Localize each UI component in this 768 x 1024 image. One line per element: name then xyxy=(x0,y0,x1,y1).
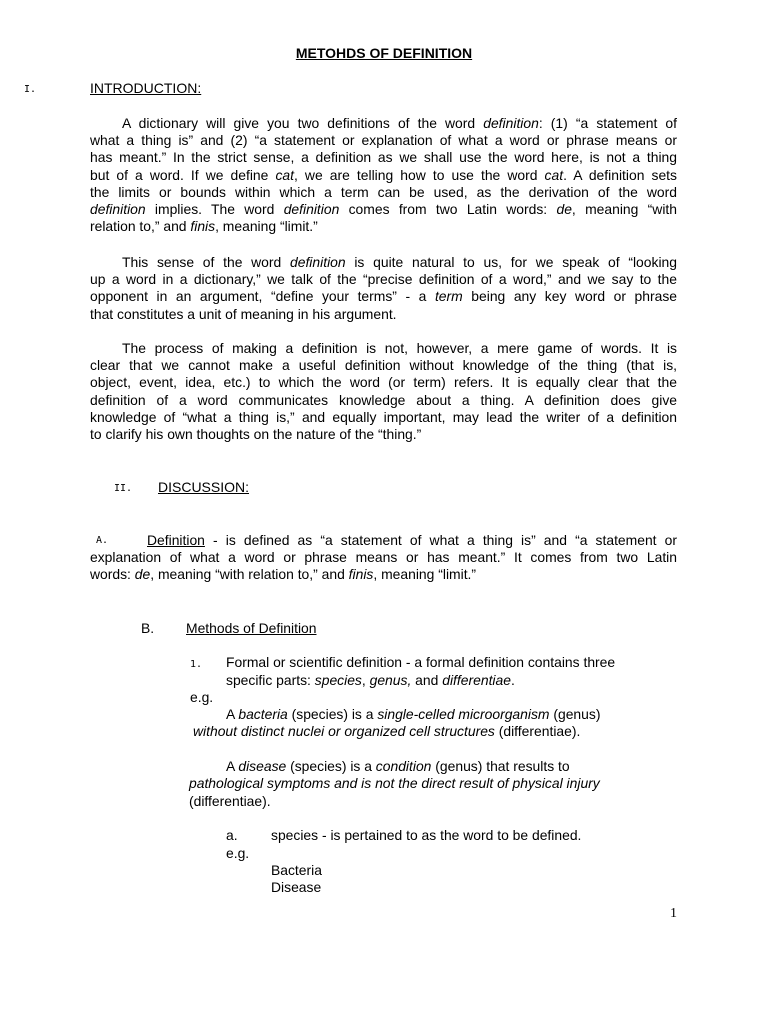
intro-paragraph-3-line: object, event, idea, etc.) to which the word (or term) refers. It is equally clear that the xyxy=(90,374,677,391)
intro-paragraph-1-line: the limits or bounds within which a term can be used, as the derivation of the word xyxy=(90,183,677,200)
intro-paragraph-3-line: knowledge of “what a thing is,” and equally important, may lead the writer of a definition xyxy=(90,408,677,425)
intro-paragraph-1-line: A dictionary will give you two definitions of the word definition: (1) “a statement of xyxy=(122,115,677,131)
example-disease-line-3: (differentiae). xyxy=(189,793,271,809)
intro-paragraph-1-line: definition implies. The word definition comes from two Latin words: de, meaning “with xyxy=(90,201,677,218)
item-1-marker: 1. xyxy=(190,659,203,670)
intro-paragraph-3-line: definition of a word communicates knowledge about a thing. A definition does give xyxy=(90,391,677,408)
page-title: METOHDS OF DEFINITION xyxy=(295,45,473,61)
formal-definition-line-2: specific parts: species, genus, and differentiae. xyxy=(226,672,515,688)
definition-line-1: Definition - is defined as “a statement of what a thing is” and “a statement or xyxy=(147,532,677,548)
example-disease-line-2: pathological symptoms and is not the direct result of physical injury xyxy=(189,775,600,791)
methods-heading: Methods of Definition xyxy=(186,620,317,636)
intro-paragraph-2 xyxy=(90,254,677,323)
intro-paragraph-3-line: to clarify his own thoughts on the nature of the “thing.” xyxy=(90,426,422,443)
formal-definition-line-1: Formal or scientific definition - a formal definition contains three xyxy=(226,654,616,670)
sub-a-marker: a. xyxy=(226,827,238,843)
intro-paragraph-2-line: that constitutes a unit of meaning in his argument. xyxy=(90,305,397,322)
species-definition: species - is pertained to as the word to be defined. xyxy=(271,827,582,843)
intro-paragraph-1-line: what a thing is” and (2) “a statement or explanation of what a word or phrase means or xyxy=(90,132,677,149)
definition-line-2: explanation of what a word or phrase means or has meant.” It comes from two Latin xyxy=(90,549,677,566)
item-a-marker: A. xyxy=(96,535,109,546)
item-b-marker: B. xyxy=(141,620,155,636)
example-word-bacteria: Bacteria xyxy=(271,862,322,878)
intro-paragraph-1-line: has meant.” In the strict sense, a definition as we shall use the word here, is not a thing xyxy=(90,149,677,166)
example-disease-line-1: A disease (species) is a condition (genus) that results to xyxy=(226,758,570,774)
intro-paragraph-2-line: This sense of the word definition is quite natural to us, for we speak of “looking xyxy=(122,254,677,270)
section-numeral-1: I. xyxy=(24,84,37,95)
intro-paragraph-1 xyxy=(90,115,677,235)
page-number: 1 xyxy=(670,906,677,921)
definition-paragraph xyxy=(90,532,677,584)
section-heading-introduction: INTRODUCTION: xyxy=(90,80,202,96)
eg-label-2: e.g. xyxy=(226,845,250,861)
intro-paragraph-3-line: The process of making a definition is not, however, a mere game of words. It is xyxy=(122,340,677,356)
section-heading-discussion: DISCUSSION: xyxy=(158,479,250,495)
example-bacteria-line-1: A bacteria (species) is a single-celled microorganism (genus) xyxy=(226,706,601,722)
section-numeral-2: II. xyxy=(114,483,133,494)
intro-paragraph-2-line: up a word in a dictionary,” we talk of the “precise definition of a word,” and we say to the xyxy=(90,271,677,288)
definition-term: Definition xyxy=(147,532,205,548)
eg-label-1: e.g. xyxy=(190,689,214,705)
definition-line-3: words: de, meaning “with relation to,” and finis, meaning “limit.” xyxy=(90,566,477,583)
example-word-disease: Disease xyxy=(271,879,322,895)
intro-paragraph-1-line: but of a word. If we define cat, we are telling how to use the word cat. A definition sets xyxy=(90,166,677,183)
example-bacteria-line-2: without distinct nuclei or organized cell structures (differentiae). xyxy=(193,723,581,739)
intro-paragraph-1-line: relation to,” and finis, meaning “limit.” xyxy=(90,218,318,235)
intro-paragraph-3 xyxy=(90,340,677,443)
intro-paragraph-3-line: clear that we cannot make a useful definition without knowledge of the thing (that is, xyxy=(90,357,677,374)
intro-paragraph-2-line: opponent in an argument, “define your terms” - a term being any key word or phrase xyxy=(90,288,677,305)
